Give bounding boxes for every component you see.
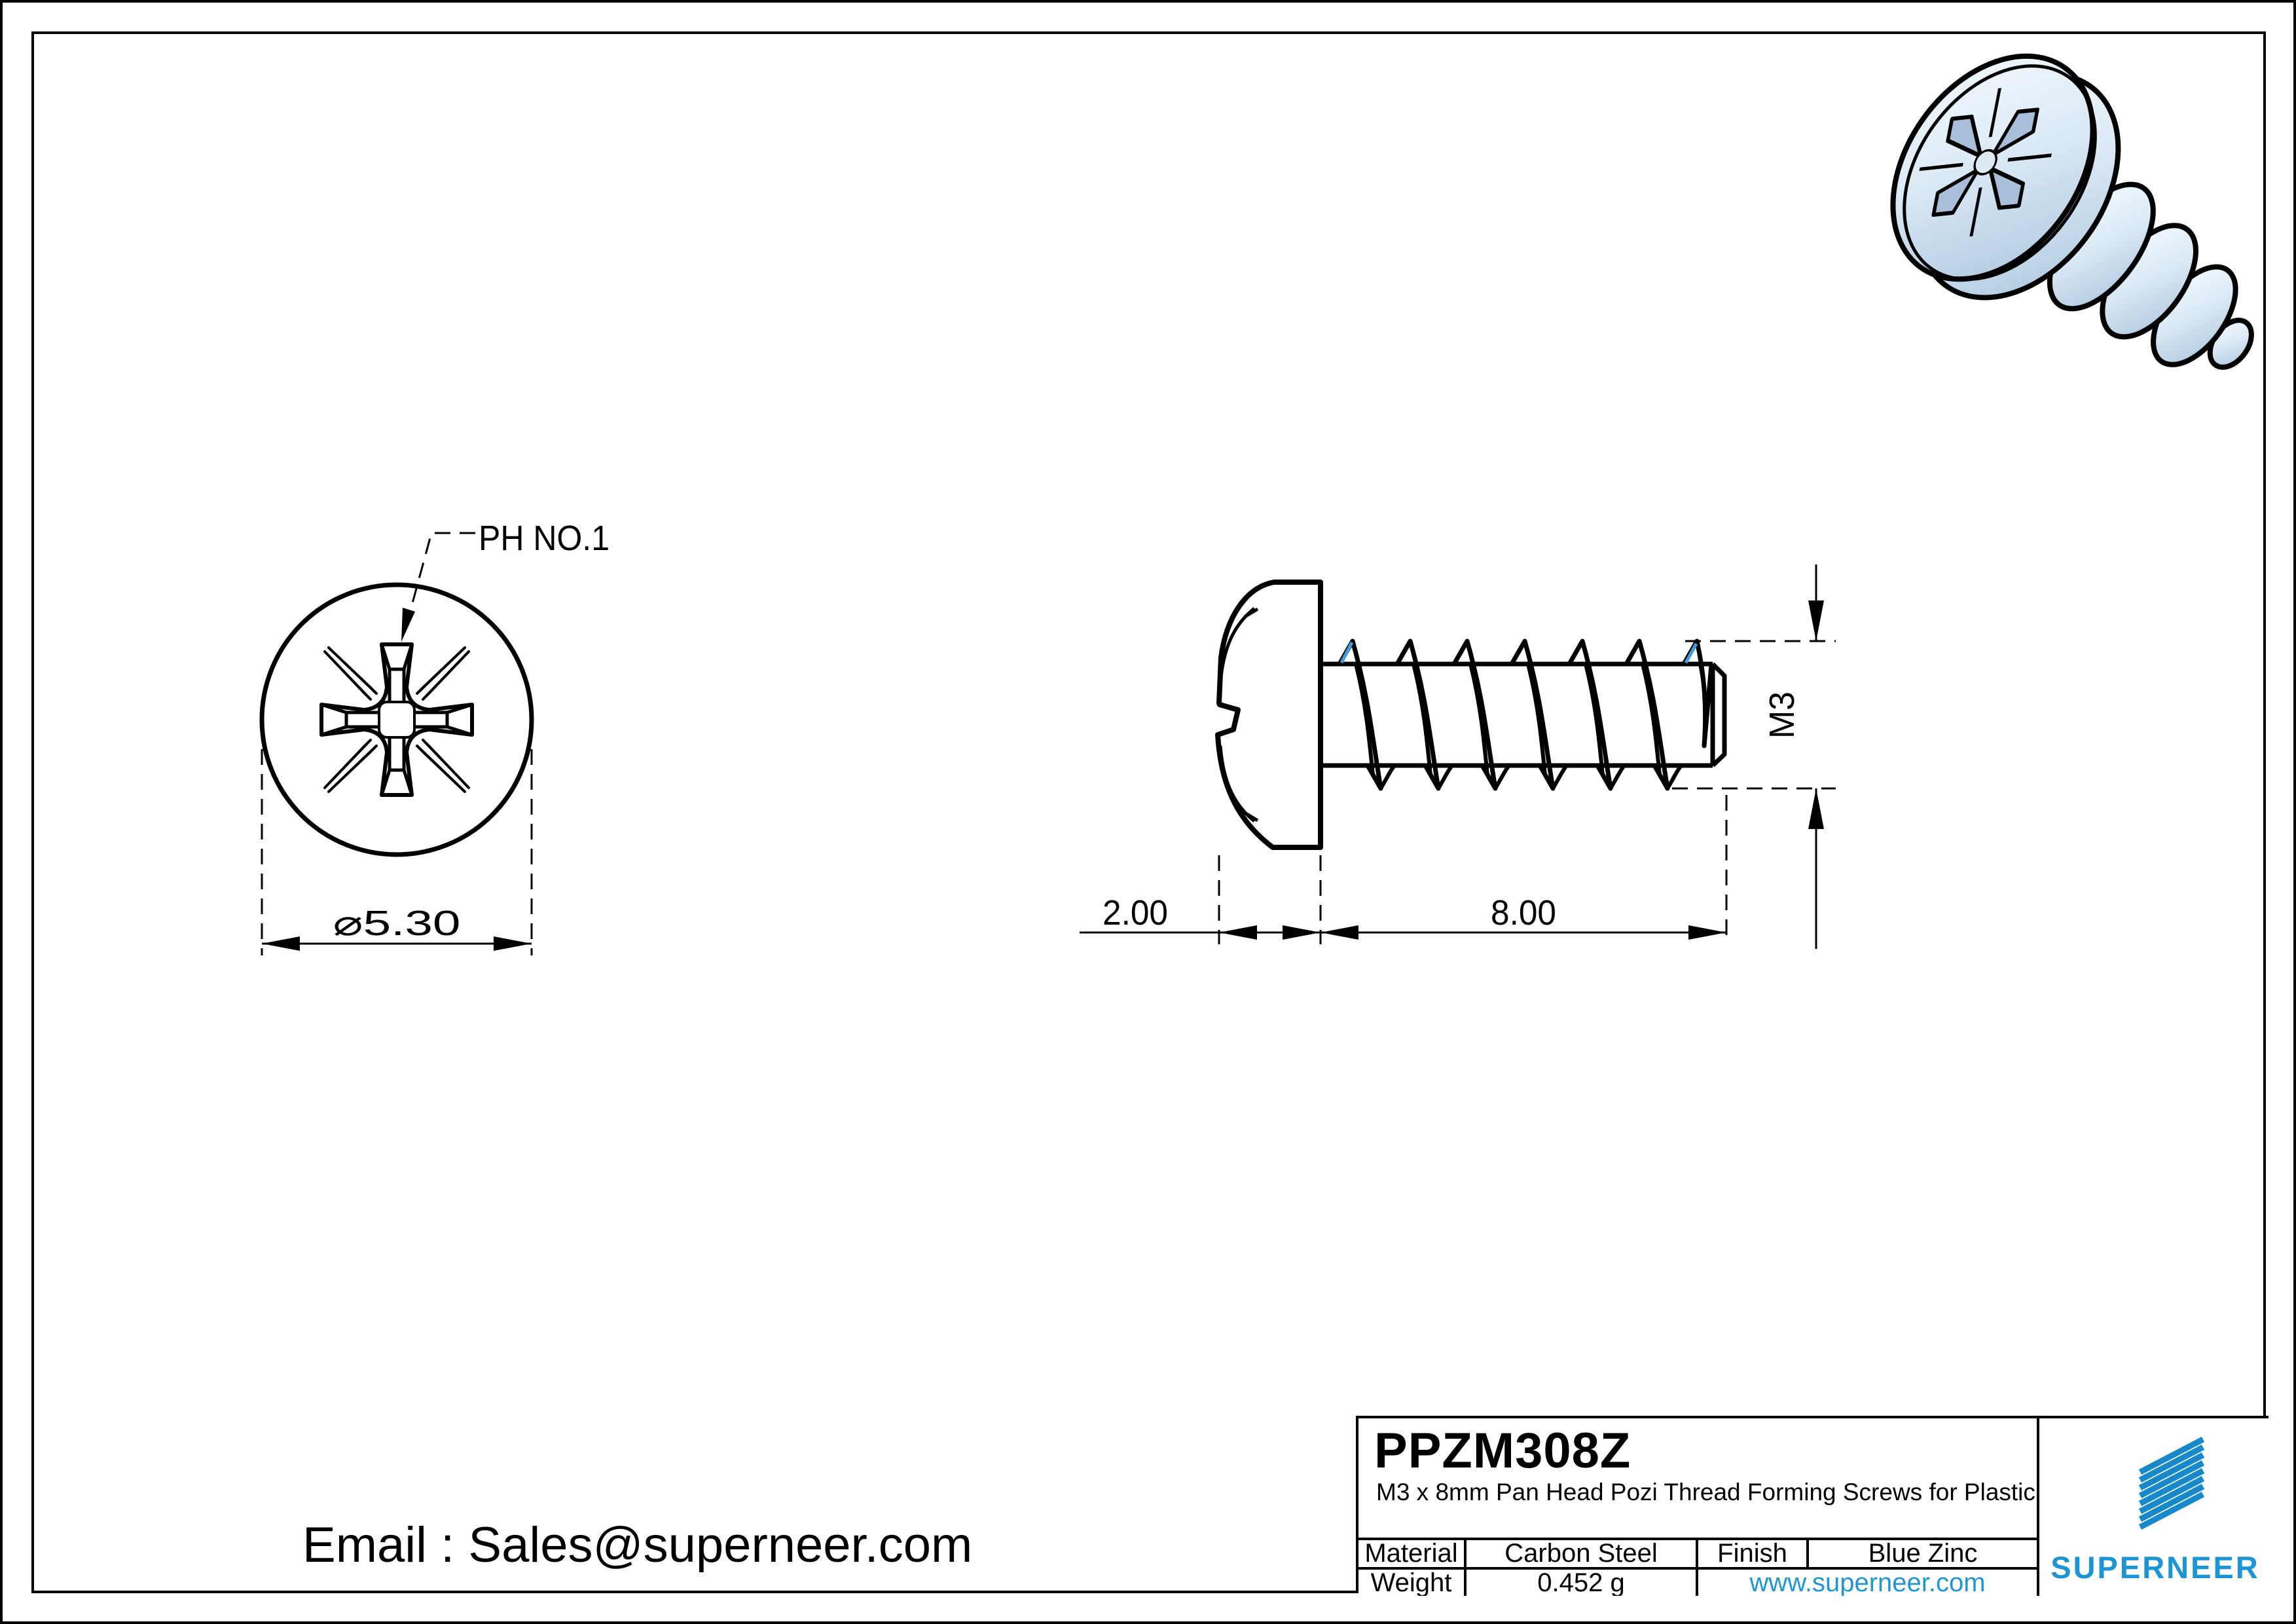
thread-size-text: M3: [1762, 689, 1802, 739]
front-view: [262, 519, 610, 955]
screw-tip-end: [1713, 664, 1724, 766]
material-value-cell: Carbon Steel: [1467, 1538, 1698, 1567]
drive-label: PH NO.1: [479, 519, 610, 558]
finish-value-cell: Blue Zinc: [1809, 1538, 2037, 1567]
brand-name: SUPERNEER: [2050, 1550, 2260, 1585]
material-label-cell: Material: [1358, 1538, 1467, 1567]
side-view: [1080, 564, 1836, 949]
drawing-canvas: [3, 3, 2296, 1624]
diameter-dim-text: ⌀5.30: [333, 904, 461, 943]
title-block: [1356, 1416, 2269, 1596]
part-description: M3 x 8mm Pan Head Pozi Thread Forming Screws for Plastic: [1376, 1479, 2035, 1505]
thread-size-dimension: [1672, 564, 1836, 949]
thread-length-dim-text: 8.00: [1491, 893, 1556, 932]
head-height-dim-text: 2.00: [1102, 893, 1168, 932]
contact-email: Email : Sales@superneer.com: [302, 1517, 973, 1573]
website-link[interactable]: www.superneer.com: [1698, 1567, 2037, 1596]
weight-value-cell: 0.452 g: [1467, 1567, 1698, 1596]
part-number: PPZM308Z: [1374, 1423, 1631, 1479]
length-dimensions: [1080, 795, 1726, 944]
brand-logo-cell: [2037, 1418, 2271, 1596]
weight-label-cell: Weight: [1358, 1567, 1467, 1596]
finish-label-cell: Finish: [1698, 1538, 1809, 1567]
superneer-logo-icon: [2138, 1431, 2210, 1530]
screw-3d-render: [1851, 18, 2296, 451]
head-profile: [1218, 582, 1321, 847]
